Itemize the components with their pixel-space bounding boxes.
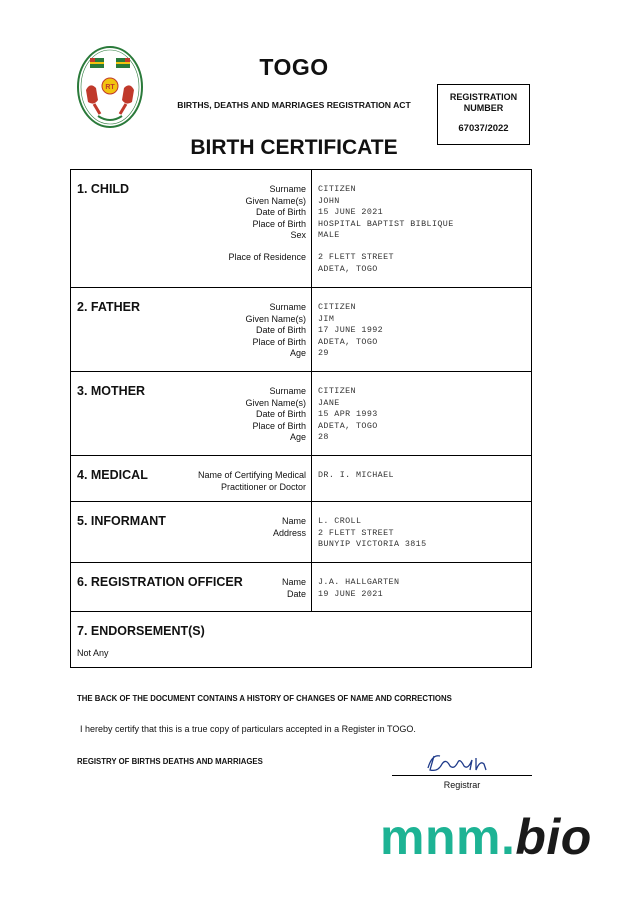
- label-place-of-birth: Place of Birth: [252, 420, 306, 431]
- value-date-of-birth: 15 APR 1993: [318, 409, 378, 420]
- label-date-of-birth: Date of Birth: [255, 207, 306, 218]
- document-title: BIRTH CERTIFICATE: [190, 136, 398, 159]
- label-given-names: Given Name(s): [245, 313, 306, 324]
- value-given-names: JOHN: [318, 195, 340, 206]
- value-officer-name: J.A. HALLGARTEN: [318, 577, 400, 587]
- value-surname: CITIZEN: [318, 184, 356, 194]
- label-age: Age: [289, 432, 306, 443]
- value-age: 29: [318, 348, 329, 359]
- section-informant: [71, 502, 531, 563]
- registration-number-box: [437, 84, 530, 145]
- value-sex: MALE: [318, 230, 340, 241]
- back-of-document-note: THE BACK OF THE DOCUMENT CONTAINS A HISTORY OF CHANGES OF NAME AND CORRECTIONS: [77, 694, 452, 703]
- value-address-line2: BUNYIP VICTORIA 3815: [318, 539, 427, 550]
- field-values: [318, 184, 454, 275]
- signature-line: [392, 775, 532, 776]
- value-name: L. CROLL: [318, 516, 362, 526]
- registration-number: 67037/2022: [458, 123, 509, 134]
- section-heading: 5. INFORMANT: [77, 514, 166, 528]
- watermark-part2: bio: [515, 809, 592, 865]
- value-place-of-birth: HOSPITAL BAPTIST BIBLIQUE: [318, 218, 454, 229]
- section-heading: 7. ENDORSEMENT(S): [77, 624, 205, 638]
- value-surname: CITIZEN: [318, 386, 356, 396]
- field-values: [318, 470, 394, 482]
- registration-act: BIRTHS, DEATHS AND MARRIAGES REGISTRATION ACT: [177, 100, 411, 110]
- country-name: TOGO: [259, 54, 329, 80]
- label-given-names: Given Name(s): [245, 397, 306, 408]
- label-surname: Surname: [269, 184, 306, 194]
- value-registration-date: 19 JUNE 2021: [318, 588, 384, 599]
- field-labels: [273, 516, 306, 539]
- value-surname: CITIZEN: [318, 302, 356, 312]
- label-place-of-birth: Place of Birth: [252, 218, 306, 229]
- label-given-names: Given Name(s): [245, 195, 306, 206]
- section-medical: [71, 456, 531, 502]
- label-certifying-practitioner-line1: Name of Certifying Medical: [197, 470, 306, 480]
- value-address-line1: 2 FLETT STREET: [318, 527, 394, 538]
- label-date-of-birth: Date of Birth: [255, 409, 306, 420]
- field-values: [318, 386, 378, 444]
- watermark-part1: mnm.: [380, 809, 516, 865]
- label-name: Name: [281, 577, 306, 587]
- label-age: Age: [289, 348, 306, 359]
- label-place-of-residence: Place of Residence: [228, 251, 306, 262]
- label-name: Name: [281, 516, 306, 526]
- section-heading: 3. MOTHER: [77, 384, 146, 398]
- section-endorsement: [71, 612, 531, 667]
- field-labels: [245, 302, 306, 360]
- value-place-of-birth: ADETA, TOGO: [318, 336, 378, 347]
- value-place-of-birth: ADETA, TOGO: [318, 420, 378, 431]
- section-heading: 1. CHILD: [77, 182, 130, 196]
- section-registration-officer: [71, 563, 531, 612]
- value-residence-line1: 2 FLETT STREET: [318, 251, 394, 262]
- value-age: 28: [318, 432, 329, 443]
- label-date: Date: [286, 588, 306, 599]
- certification-statement: I hereby certify that this is a true copy of particulars accepted in a Register in TOGO.: [80, 724, 416, 734]
- field-values: [318, 516, 427, 551]
- value-date-of-birth: 15 JUNE 2021: [318, 207, 384, 218]
- field-labels: [282, 577, 306, 600]
- label-certifying-practitioner-line2: Practitioner or Doctor: [220, 481, 306, 492]
- section-heading: 6. REGISTRATION OFFICER: [77, 575, 243, 589]
- section-child: [71, 170, 531, 288]
- registration-label-line2: NUMBER: [463, 103, 504, 113]
- section-mother: [71, 372, 531, 456]
- label-surname: Surname: [269, 386, 306, 396]
- section-heading: 4. MEDICAL: [77, 468, 148, 482]
- value-date-of-birth: 17 JUNE 1992: [318, 325, 384, 336]
- emblem-initials: RT: [105, 84, 115, 91]
- field-labels: [228, 184, 306, 264]
- label-surname: Surname: [269, 302, 306, 312]
- value-residence-line2: ADETA, TOGO: [318, 263, 378, 274]
- section-father: [71, 288, 531, 372]
- endorsement-text: Not Any: [77, 648, 109, 658]
- field-values: [318, 302, 383, 360]
- label-date-of-birth: Date of Birth: [255, 325, 306, 336]
- value-given-names: JIM: [318, 313, 335, 324]
- certificate-form: [70, 169, 532, 668]
- registrar-signature: [420, 748, 500, 776]
- registry-name: REGISTRY OF BIRTHS DEATHS AND MARRIAGES: [77, 757, 263, 766]
- label-sex: Sex: [290, 230, 306, 241]
- label-place-of-birth: Place of Birth: [252, 336, 306, 347]
- coat-of-arms-emblem: [76, 44, 144, 130]
- watermark-logo: [380, 809, 592, 865]
- registrar-label: Registrar: [443, 780, 481, 790]
- field-labels: [245, 386, 306, 444]
- registration-label-line1: REGISTRATION: [449, 92, 518, 102]
- label-address: Address: [272, 527, 306, 538]
- value-given-names: JANE: [318, 397, 340, 408]
- section-heading: 2. FATHER: [77, 300, 140, 314]
- field-values: [318, 577, 399, 600]
- value-practitioner-name: DR. I. MICHAEL: [318, 470, 394, 480]
- field-labels: [198, 470, 306, 493]
